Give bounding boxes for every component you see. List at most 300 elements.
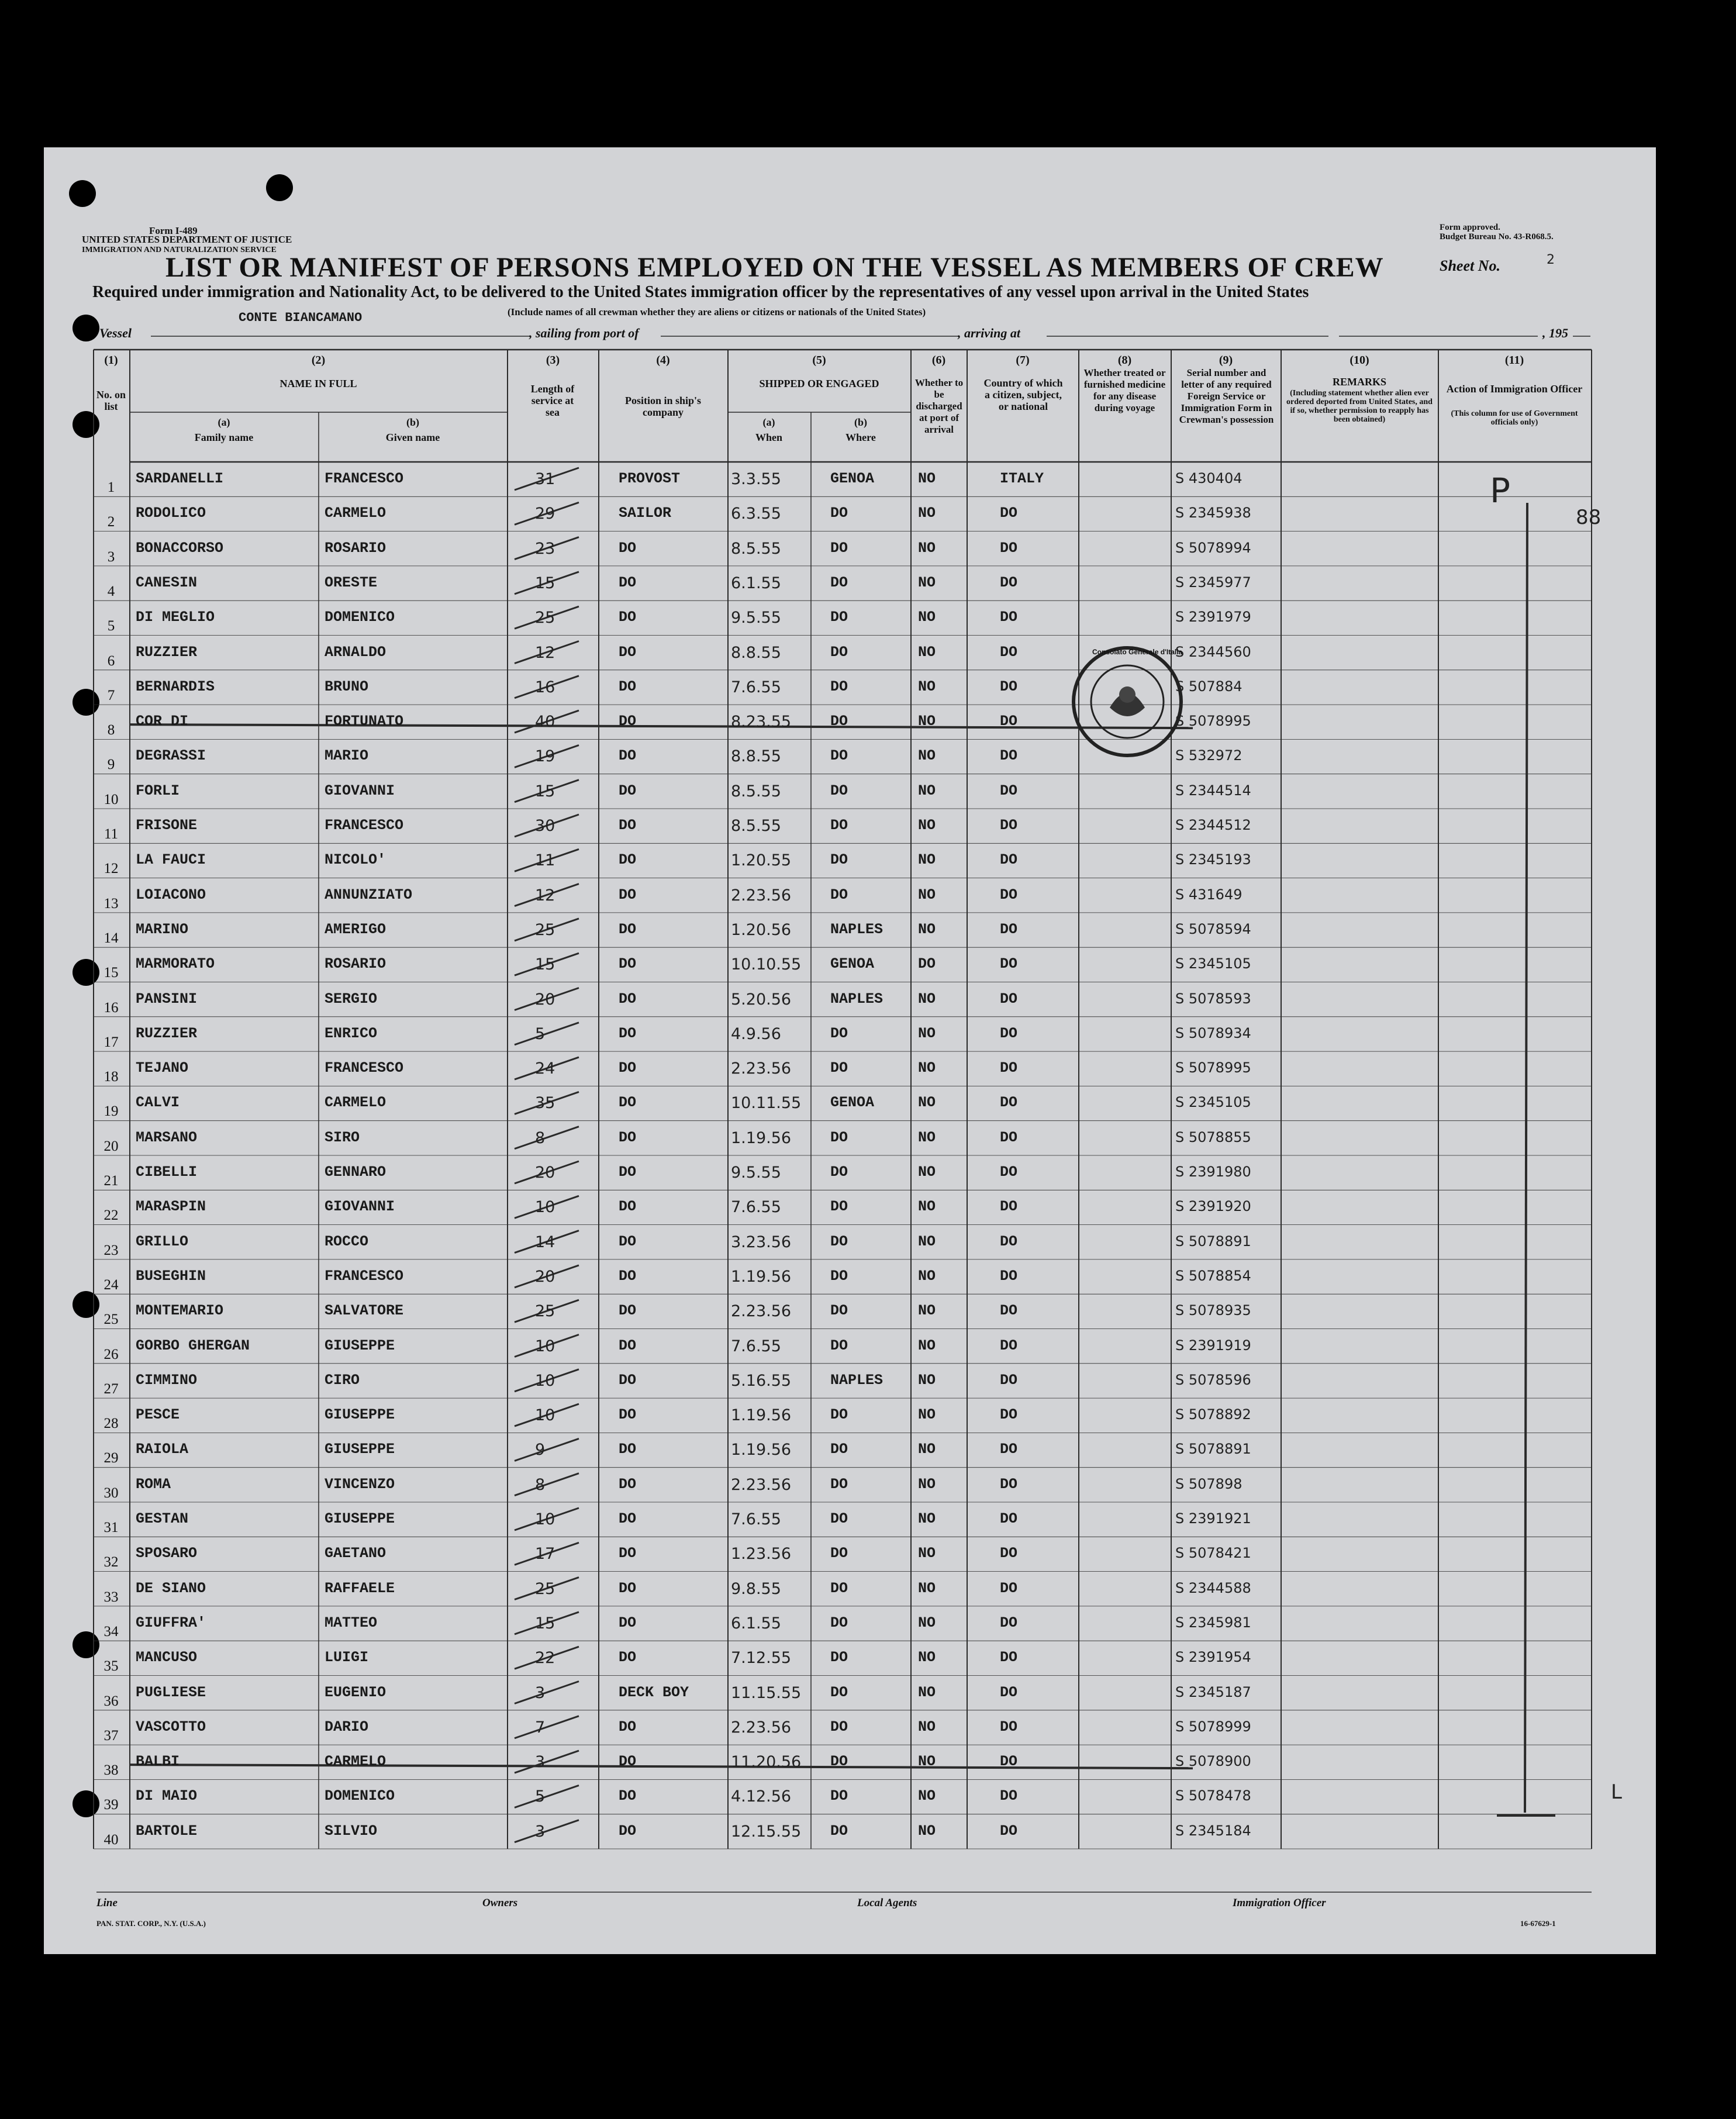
family-name: FRISONE [136, 817, 198, 834]
vessel-label: Vessel [99, 326, 132, 340]
shipped-where: DO [830, 1060, 848, 1077]
service-length: 9 [535, 1441, 546, 1459]
position: DO [619, 1822, 637, 1840]
shipped-where: DO [830, 1337, 848, 1354]
col2b-label: Given name [385, 432, 440, 443]
service-length: 24 [535, 1060, 555, 1078]
family-name: BARTOLE [136, 1822, 198, 1840]
position: DO [619, 1649, 637, 1666]
col11-note: (This column for use of Government officials only) [1451, 409, 1578, 427]
country: DO [1000, 1371, 1018, 1389]
given-name: ARNALDO [325, 643, 386, 661]
shipped-where: DO [830, 1787, 848, 1805]
position: DO [619, 886, 637, 903]
position: DO [619, 1094, 637, 1112]
col10-number: (10) [1350, 354, 1369, 367]
length-tick-mark [515, 1820, 579, 1842]
family-name: RAIOLA [136, 1441, 189, 1458]
row-number: 3 [107, 548, 115, 565]
discharge: NO [918, 1579, 936, 1597]
stamp-text: Consolato Generale d'Italia [1092, 648, 1183, 656]
family-name: PANSINI [136, 990, 198, 1007]
service-length: 23 [535, 539, 555, 558]
service-length: 20 [535, 1267, 555, 1286]
given-name: FORTUNATO [325, 713, 404, 730]
shipped-when: 2.23.56 [731, 1718, 792, 1737]
family-name: GRILLO [136, 1233, 189, 1250]
service-length: 10 [535, 1198, 555, 1217]
given-name: GIOVANNI [325, 1198, 395, 1216]
discharge: NO [918, 1164, 936, 1181]
serial-number: S 5078995 [1175, 1060, 1251, 1076]
family-name: PUGLIESE [136, 1683, 206, 1701]
shipped-when: 8.5.55 [731, 539, 781, 558]
country: DO [1000, 851, 1018, 869]
discharge: NO [918, 1822, 936, 1840]
col5a-label: When [755, 432, 782, 443]
country: DO [1000, 1579, 1018, 1597]
given-name: GIUSEPPE [325, 1510, 395, 1527]
discharge: NO [918, 1128, 936, 1146]
shipped-where: DO [830, 678, 848, 695]
shipped-where: DO [830, 782, 848, 799]
service-length: 15 [535, 574, 555, 592]
serial-number: S 5078934 [1175, 1024, 1251, 1041]
family-name: CANESIN [136, 574, 198, 591]
shipped-where: DO [830, 1128, 848, 1146]
shipped-when: 3.3.55 [731, 470, 781, 488]
given-name: RAFFAELE [325, 1579, 395, 1597]
service-length: 5 [535, 1024, 546, 1043]
family-name: BALBI [136, 1753, 180, 1771]
shipped-when: 8.5.55 [731, 817, 781, 835]
position: DO [619, 1718, 637, 1735]
position: DO [619, 990, 637, 1007]
family-name: GESTAN [136, 1510, 189, 1527]
serial-number: S 2345187 [1175, 1683, 1251, 1700]
given-name: FRANCESCO [325, 470, 404, 487]
row-number: 27 [103, 1381, 119, 1397]
col8-number: (8) [1117, 354, 1132, 367]
discharge: NO [918, 1302, 936, 1320]
serial-number: S 532972 [1175, 747, 1243, 764]
position: DO [619, 1302, 637, 1320]
shipped-where: NAPLES [830, 990, 883, 1007]
discharge: NO [918, 1718, 936, 1735]
country: DO [1000, 1267, 1018, 1285]
shipped-when: 9.8.55 [731, 1579, 781, 1598]
budget-number: Budget Bureau No. 43-R068.5. [1440, 232, 1554, 241]
discharge: NO [918, 1649, 936, 1666]
row-number: 11 [103, 826, 119, 842]
serial-number: S 2345938 [1175, 505, 1251, 522]
col5-number: (5) [812, 354, 826, 367]
row-number: 31 [103, 1520, 119, 1535]
discharge: NO [918, 505, 936, 522]
form-number: Form I-489 [149, 225, 198, 236]
shipped-where: DO [830, 713, 848, 730]
shipped-when: 11.20.56 [731, 1753, 802, 1772]
given-name: FRANCESCO [325, 817, 404, 834]
col1-label: No. on list [96, 389, 126, 412]
position: DO [619, 782, 637, 799]
service-length: 3 [535, 1753, 546, 1772]
service-length: 14 [535, 1233, 555, 1251]
country: DO [1000, 1649, 1018, 1666]
given-name: ROCCO [325, 1233, 369, 1250]
shipped-where: DO [830, 886, 848, 903]
shipped-where: NAPLES [830, 920, 883, 938]
length-tick-mark [515, 1682, 579, 1704]
action-bracket-line [1525, 503, 1527, 1813]
family-name: BERNARDIS [136, 678, 215, 695]
length-tick-mark [515, 1716, 579, 1738]
given-name: DOMENICO [325, 1787, 395, 1805]
discharge: NO [918, 747, 936, 765]
row-number: 24 [103, 1276, 119, 1293]
shipped-when: 10.10.55 [731, 955, 802, 974]
given-name: CARMELO [325, 1094, 386, 1112]
page-subtitle: Required under immigration and Nationality Act, to be delivered to the United States immigration officer by the representatives of any vessel upon arrival in the United States [92, 283, 1309, 301]
include-note: (Include names of all crewman whether they are aliens or citizens or nationals of the United States) [508, 306, 926, 317]
row-number: 13 [103, 895, 119, 912]
shipped-where: GENOA [830, 1094, 875, 1112]
serial-number: S 5078994 [1175, 539, 1251, 556]
service-length: 15 [535, 1614, 555, 1633]
col7-number: (7) [1016, 354, 1030, 367]
form-code: 16-67629-1 [1520, 1919, 1556, 1928]
serial-number: S 5078891 [1175, 1441, 1251, 1458]
col3-label: Length of service at sea [530, 383, 575, 418]
shipped-when: 9.5.55 [731, 1164, 781, 1182]
discharge: NO [918, 1475, 936, 1493]
col6-label: Whether to be discharged at port of arrival [914, 377, 964, 435]
given-name: DOMENICO [325, 609, 395, 626]
given-name: GENNARO [325, 1164, 386, 1181]
serial-number: S 5078900 [1175, 1753, 1251, 1770]
country: DO [1000, 817, 1018, 834]
discharge: NO [918, 713, 936, 730]
length-tick-mark [515, 1438, 579, 1461]
row-number: 2 [107, 514, 115, 530]
service-length: 8 [535, 1475, 546, 1494]
shipped-when: 5.16.55 [731, 1371, 792, 1390]
service-length: 40 [535, 713, 555, 731]
shipped-where: GENOA [830, 955, 875, 973]
given-name: AMERIGO [325, 920, 386, 938]
country: DO [1000, 574, 1018, 591]
given-name: CARMELO [325, 1753, 386, 1771]
discharge: NO [918, 1614, 936, 1631]
discharge: NO [918, 1024, 936, 1042]
form-approved: Form approved. [1440, 223, 1500, 232]
shipped-when: 1.23.56 [731, 1545, 792, 1564]
service-length: 5 [535, 1787, 546, 1806]
service-length: 30 [535, 817, 555, 835]
count-mark: 88 [1576, 506, 1602, 529]
service-length: 17 [535, 1545, 555, 1564]
position: DO [619, 1441, 637, 1458]
position: DO [619, 1024, 637, 1042]
country: DO [1000, 713, 1018, 730]
given-name: ROSARIO [325, 955, 386, 973]
sailing-label: , sailing from port of [529, 326, 639, 340]
given-name: MARIO [325, 747, 369, 765]
country: DO [1000, 1441, 1018, 1458]
sheet-number: 2 [1547, 253, 1555, 267]
row-number: 6 [107, 653, 115, 669]
page-title: LIST OR MANIFEST OF PERSONS EMPLOYED ON THE VESSEL AS MEMBERS OF CREW [165, 252, 1384, 283]
serial-number: S 5078596 [1175, 1371, 1251, 1388]
col10-label: REMARKS [1332, 376, 1386, 388]
shipped-when: 10.11.55 [731, 1094, 802, 1113]
service-length: 25 [535, 920, 555, 939]
country: DO [1000, 1787, 1018, 1805]
family-name: LOIACONO [136, 886, 206, 903]
position: DO [619, 1198, 637, 1216]
family-name: DE SIANO [136, 1579, 206, 1597]
given-name: SALVATORE [325, 1302, 404, 1320]
family-name: SARDANELLI [136, 470, 224, 487]
country: DO [1000, 1060, 1018, 1077]
given-name: SILVIO [325, 1822, 378, 1840]
sheet-label: Sheet No. [1440, 257, 1500, 274]
col7-label: Country of which a citizen, subject, or national [983, 377, 1063, 412]
shipped-when: 1.20.56 [731, 920, 792, 939]
family-name: COR DI [136, 713, 189, 730]
shipped-where: DO [830, 1024, 848, 1042]
country: DO [1000, 955, 1018, 973]
shipped-when: 1.19.56 [731, 1128, 792, 1147]
serial-number: S 2344588 [1175, 1579, 1251, 1596]
service-length: 10 [535, 1371, 555, 1390]
discharge: NO [918, 1787, 936, 1805]
serial-number: S 5078478 [1175, 1787, 1251, 1804]
service-length: 20 [535, 1164, 555, 1182]
given-name: GIUSEPPE [325, 1337, 395, 1354]
position: DO [619, 713, 637, 730]
country: ITALY [1000, 470, 1044, 487]
family-name: VASCOTTO [136, 1718, 206, 1735]
length-tick-mark [515, 1751, 579, 1773]
shipped-when: 7.6.55 [731, 1198, 781, 1217]
shipped-when: 7.12.55 [731, 1649, 792, 1668]
country: DO [1000, 990, 1018, 1007]
position: DO [619, 817, 637, 834]
row-number: 9 [107, 757, 115, 773]
row-number: 18 [103, 1069, 119, 1085]
country: DO [1000, 1024, 1018, 1042]
discharge: NO [918, 1198, 936, 1216]
given-name: GIUSEPPE [325, 1441, 395, 1458]
row-number: 38 [103, 1762, 119, 1779]
row-number: 12 [103, 861, 119, 877]
col6-number: (6) [931, 354, 946, 367]
discharge: NO [918, 574, 936, 591]
length-tick-mark [515, 1023, 579, 1045]
shipped-when: 9.5.55 [731, 609, 781, 627]
discharge: NO [918, 1683, 936, 1701]
discharge: NO [918, 1060, 936, 1077]
strike-through-line [130, 1765, 1193, 1768]
col5-label: SHIPPED OR ENGAGED [759, 378, 879, 389]
service-length: 8 [535, 1128, 546, 1147]
service-length: 10 [535, 1406, 555, 1425]
strike-through-line [130, 724, 1193, 728]
shipped-where: DO [830, 1406, 848, 1424]
given-name: GAETANO [325, 1545, 386, 1562]
service-length: 35 [535, 1094, 555, 1113]
position: DO [619, 643, 637, 661]
footer-officer-label: Immigration Officer [1233, 1897, 1326, 1909]
serial-number: S 507898 [1175, 1475, 1243, 1492]
given-name: MATTEO [325, 1614, 378, 1631]
row-number: 19 [103, 1103, 119, 1120]
serial-number: S 5078935 [1175, 1302, 1251, 1319]
shipped-when: 1.19.56 [731, 1267, 792, 1286]
shipped-where: DO [830, 1579, 848, 1597]
given-name: EUGENIO [325, 1683, 386, 1701]
shipped-where: DO [830, 1683, 848, 1701]
given-name: ENRICO [325, 1024, 378, 1042]
col4-number: (4) [656, 354, 670, 367]
given-name: ROSARIO [325, 539, 386, 557]
position: DO [619, 1545, 637, 1562]
shipped-when: 12.15.55 [731, 1822, 802, 1841]
country: DO [1000, 1302, 1018, 1320]
position: SAILOR [619, 505, 672, 522]
serial-number: S 2345981 [1175, 1614, 1251, 1631]
given-name: GIOVANNI [325, 782, 395, 799]
given-name: ANNUNZIATO [325, 886, 413, 903]
shipped-when: 2.23.56 [731, 886, 792, 905]
vessel-name: CONTE BIANCAMANO [239, 310, 363, 325]
col8-label: Whether treated or furnished medicine for any disease during voyage [1083, 367, 1166, 413]
footer-agents-label: Local Agents [857, 1897, 917, 1909]
col11-label: Action of Immigration Officer [1446, 383, 1583, 395]
row-number: 26 [103, 1346, 119, 1362]
col2-number: (2) [311, 354, 326, 367]
serial-number: S 2344560 [1175, 643, 1251, 660]
shipped-when: 8.23.55 [731, 713, 792, 731]
shipped-where: DO [830, 505, 848, 522]
length-tick-mark [515, 1127, 579, 1149]
discharge: NO [918, 1753, 936, 1771]
given-name: VINCENZO [325, 1475, 395, 1493]
family-name: MARMORATO [136, 955, 215, 973]
family-name: BONACCORSO [136, 539, 224, 557]
shipped-where: GENOA [830, 470, 875, 487]
family-name: GORBO GHERGAN [136, 1337, 250, 1354]
country: DO [1000, 1753, 1018, 1771]
shipped-where: DO [830, 1614, 848, 1631]
discharge: NO [918, 678, 936, 695]
row-number: 40 [103, 1831, 119, 1848]
position: DO [619, 920, 637, 938]
country: DO [1000, 782, 1018, 799]
country: DO [1000, 1614, 1018, 1631]
discharge: NO [918, 1337, 936, 1354]
shipped-where: DO [830, 609, 848, 626]
serial-number: S 2391954 [1175, 1649, 1251, 1666]
discharge: NO [918, 920, 936, 938]
discharge: NO [918, 990, 936, 1007]
serial-number: S 5078421 [1175, 1545, 1251, 1562]
country: DO [1000, 1475, 1018, 1493]
country: DO [1000, 643, 1018, 661]
service-length: 25 [535, 609, 555, 627]
service-length: 31 [535, 470, 555, 488]
row-number: 22 [103, 1207, 119, 1224]
shipped-where: DO [830, 851, 848, 869]
shipped-when: 7.6.55 [731, 1337, 781, 1355]
shipped-where: DO [830, 1718, 848, 1735]
discharge: NO [918, 1371, 936, 1389]
shipped-where: DO [830, 643, 848, 661]
shipped-when: 6.3.55 [731, 505, 781, 523]
service-length: 10 [535, 1510, 555, 1528]
serial-number: S 2391919 [1175, 1337, 1251, 1354]
shipped-when: 8.8.55 [731, 747, 781, 766]
shipped-when: 7.6.55 [731, 1510, 781, 1528]
country: DO [1000, 1337, 1018, 1354]
given-name: ORESTE [325, 574, 378, 591]
country: DO [1000, 1094, 1018, 1112]
position: DO [619, 851, 637, 869]
given-name: GIUSEPPE [325, 1406, 395, 1424]
country: DO [1000, 609, 1018, 626]
service-length: 29 [535, 505, 555, 523]
given-name: CARMELO [325, 505, 386, 522]
given-name: FRANCESCO [325, 1267, 404, 1285]
shipped-where: DO [830, 1510, 848, 1527]
position: DO [619, 1406, 637, 1424]
service-length: 25 [535, 1579, 555, 1598]
discharge: NO [918, 782, 936, 799]
family-name: DI MEGLIO [136, 609, 215, 626]
country: DO [1000, 920, 1018, 938]
shipped-where: DO [830, 747, 848, 765]
service-length: 3 [535, 1683, 546, 1702]
shipped-when: 2.23.56 [731, 1475, 792, 1494]
footer-line-label: Line [96, 1897, 118, 1909]
row-number: 17 [103, 1034, 119, 1050]
serial-number: S 2391979 [1175, 609, 1251, 626]
row-number: 15 [103, 965, 119, 981]
country: DO [1000, 1406, 1018, 1424]
family-name: SPOSARO [136, 1545, 198, 1562]
shipped-when: 1.20.55 [731, 851, 792, 870]
serial-number: S 2345977 [1175, 574, 1251, 591]
given-name: BRUNO [325, 678, 369, 695]
service-length: 25 [535, 1302, 555, 1321]
col5b-number: (b) [854, 416, 867, 428]
row-number: 28 [103, 1416, 119, 1432]
row-number: 5 [107, 618, 115, 634]
family-name: MANCUSO [136, 1649, 198, 1666]
col2a-number: (a) [218, 416, 230, 428]
family-name: CIMMINO [136, 1371, 198, 1389]
shipped-when: 3.23.56 [731, 1233, 792, 1251]
service-length: 15 [535, 782, 555, 800]
col4-label: Position in ship's company [624, 395, 702, 418]
shipped-when: 5.20.56 [731, 990, 792, 1009]
shipped-when: 2.23.56 [731, 1302, 792, 1321]
row-number: 21 [103, 1173, 119, 1189]
row-number: 1 [107, 479, 115, 495]
row-number: 30 [103, 1485, 119, 1501]
country: DO [1000, 505, 1018, 522]
